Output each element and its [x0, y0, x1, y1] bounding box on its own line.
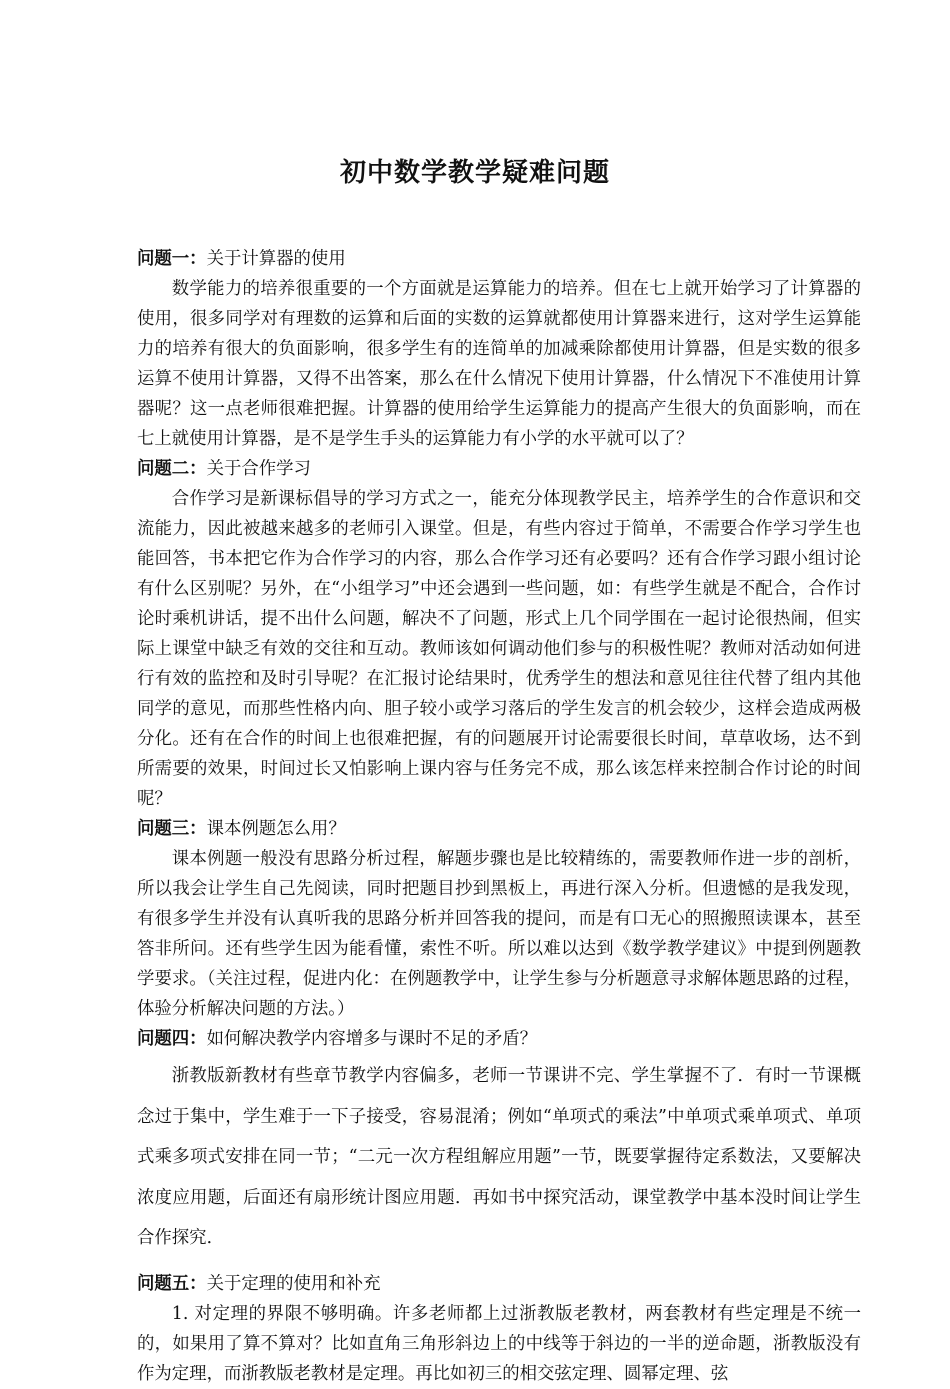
paragraph: 合作学习是新课标倡导的学习方式之一，能充分体现教学民主，培养学生的合作意识和交流能力，因此被越来越多的老师引入课堂。但是，有些内容过于简单，不需要合作学习学生也能回答，书本把它作为合作学习的内容，那么合作学习还有必要吗？还有合作学习跟小组讨论有什么区别呢？另外，在“小组学习”中还会遇到一些问题，如：有些学生就是不配合，合作讨论时乘机讲话，提不出什么问题，解决不了问题，形式上几个同学围在一起讨论很热闹，但实际上课堂中缺乏有效的交往和互动。教师该如何调动他们参与的积极性呢？教师对活动如何进行有效的监控和及时引导呢？在汇报讨论结果时，优秀学生的想法和意见往往代替了组内其他同学的意见，而那些性格内向、胆子较小或学习落后的学生发言的机会较少，这样会造成两极分化。还有在合作的时间上也很难把握，有的问题展开讨论需要很长时间，草草收场，达不到所需要的效果，时间过长又怕影响上课内容与任务完不成，那么该怎样来控制合作讨论的时间呢？	[137, 489, 861, 809]
section-label: 问题二：	[137, 459, 207, 479]
section-heading-1	[137, 244, 861, 274]
section-title: 关于合作学习	[206, 459, 311, 479]
section-label: 问题五：	[137, 1273, 207, 1294]
section-heading-5	[137, 1269, 861, 1299]
document-body	[137, 244, 861, 1389]
paragraph: 数学能力的培养很重要的一个方面就是运算能力的培养。但在七上就开始学习了计算器的使用，很多同学对有理数的运算和后面的实数的运算就都使用计算器来进行，这对学生运算能力的培养有很大的负面影响，很多学生有的连简单的加减乘除都使用计算器，但是实数的很多运算不使用计算器，又得不出答案，那么在什么情况下使用计算器，什么情况下不准使用计算器呢？这一点老师很难把握。计算器的使用给学生运算能力的提高产生很大的负面影响，而在七上就使用计算器，是不是学生手头的运算能力有小学的水平就可以了？	[137, 279, 861, 449]
paragraph: 1. 对定理的界限不够明确。许多老师都上过浙教版老教材，两套教材有些定理是不统一的，如果用了算不算对？比如直角三角形斜边上的中线等于斜边的一半的逆命题，浙教版没有作为定理，而浙教版老教材是定理。再比如初三的相交弦定理、圆幂定理、弦	[137, 1303, 861, 1384]
section-title: 关于计算器的使用	[206, 249, 346, 269]
section-title: 关于定理的使用和补充	[206, 1273, 381, 1294]
section-label: 问题三：	[137, 819, 207, 839]
section-heading-2	[137, 454, 861, 484]
paragraph: 课本例题一般没有思路分析过程，解题步骤也是比较精练的，需要教师作进一步的剖析，所以我会让学生自己先阅读，同时把题目抄到黑板上，再进行深入分析。但遗憾的是我发现，有很多学生并没有认真听我的思路分析并回答我的提问，而是有口无心的照搬照读课本，甚至答非所问。还有些学生因为能看懂，索性不听。所以难以达到《数学教学建议》中提到例题教学要求。（关注过程，促进内化：在例题教学中，让学生参与分析题意寻求解体题思路的过程，体验分析解决问题的方法。）	[137, 849, 861, 1019]
section-label: 问题一：	[137, 249, 207, 269]
paragraph: 浙教版新教材有些章节教学内容偏多，老师一节课讲不完、学生掌握不了．有时一节课概念过于集中，学生难于一下子接受，容易混淆；例如“单项式的乘法”中单项式乘单项式、单项式乘多项式安排在同一节；“二元一次方程组解应用题”一节，既要掌握待定系数法，又要解决浓度应用题，后面还有扇形统计图应用题．再如书中探究活动，课堂教学中基本没时间让学生合作探究．	[137, 1066, 861, 1248]
section-title: 如何解决教学内容增多与课时不足的矛盾？	[206, 1029, 538, 1049]
section-heading-3	[137, 814, 861, 844]
page-title: 初中数学教学疑难问题	[339, 158, 610, 188]
section-label: 问题四：	[137, 1029, 207, 1049]
section-title: 课本例题怎么用？	[206, 819, 346, 839]
section-heading-4	[137, 1024, 861, 1054]
